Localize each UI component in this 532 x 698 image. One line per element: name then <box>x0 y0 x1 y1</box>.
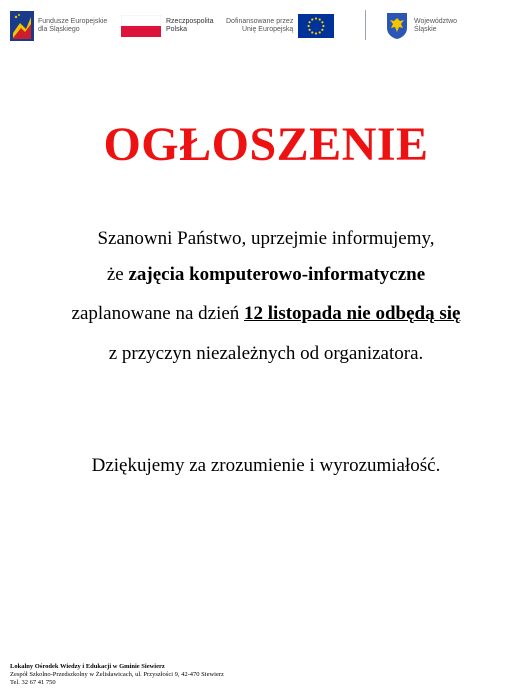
unia-europejska-text: Dofinansowane przez Unię Europejską <box>226 18 294 33</box>
logo-bar <box>0 8 532 44</box>
rzeczpospolita-polska-logo <box>121 8 213 44</box>
wojewodztwo-slaskie-text: Województwo Śląskie <box>414 18 458 33</box>
polish-flag-icon <box>121 15 161 37</box>
footer-phone: Tel. 32 67 41 750 <box>10 679 56 686</box>
thanks-line: Dziękujemy za zrozumienie i wyrozumiałość. <box>91 455 441 476</box>
course-name: zajęcia komputerowo-informatyczne <box>128 264 426 285</box>
cancellation-date: 12 listopada nie odbędą się <box>244 303 461 324</box>
unia-europejska-logo <box>226 8 334 44</box>
logo-divider <box>365 10 366 40</box>
footer <box>10 663 224 687</box>
body-line-4: z przyczyn niezależnych od organizatora. <box>108 343 424 364</box>
fundusze-europejskie-logo <box>10 8 107 44</box>
body-line-1: Szanowni Państwo, uprzejmie informujemy, <box>97 228 435 249</box>
footer-organization: Lokalny Ośrodek Wiedzy i Edukacji w Gminie Siewierz <box>10 663 165 670</box>
eu-flag-icon <box>298 14 334 38</box>
announcement-title: OGŁOSZENIE <box>103 118 429 171</box>
body-line-2 <box>0 264 532 286</box>
silesia-crest-icon <box>386 12 408 40</box>
body-line-3 <box>0 303 532 325</box>
wojewodztwo-slaskie-logo <box>386 8 457 44</box>
fundusze-europejskie-text: Fundusze Europejskie dla Śląskiego <box>38 18 108 33</box>
fundusze-europejskie-emblem-icon <box>10 11 34 41</box>
footer-address: Zespół Szkolno-Przedszkolny w Żelisławicach, ul. Przyszłości 9, 42-470 Siewierz <box>10 671 224 678</box>
body-line-3-prefix: zaplanowane na dzień <box>71 303 245 324</box>
rzeczpospolita-polska-text: Rzeczpospolita Polska <box>166 18 214 33</box>
body-line-2-prefix: że <box>106 264 129 285</box>
